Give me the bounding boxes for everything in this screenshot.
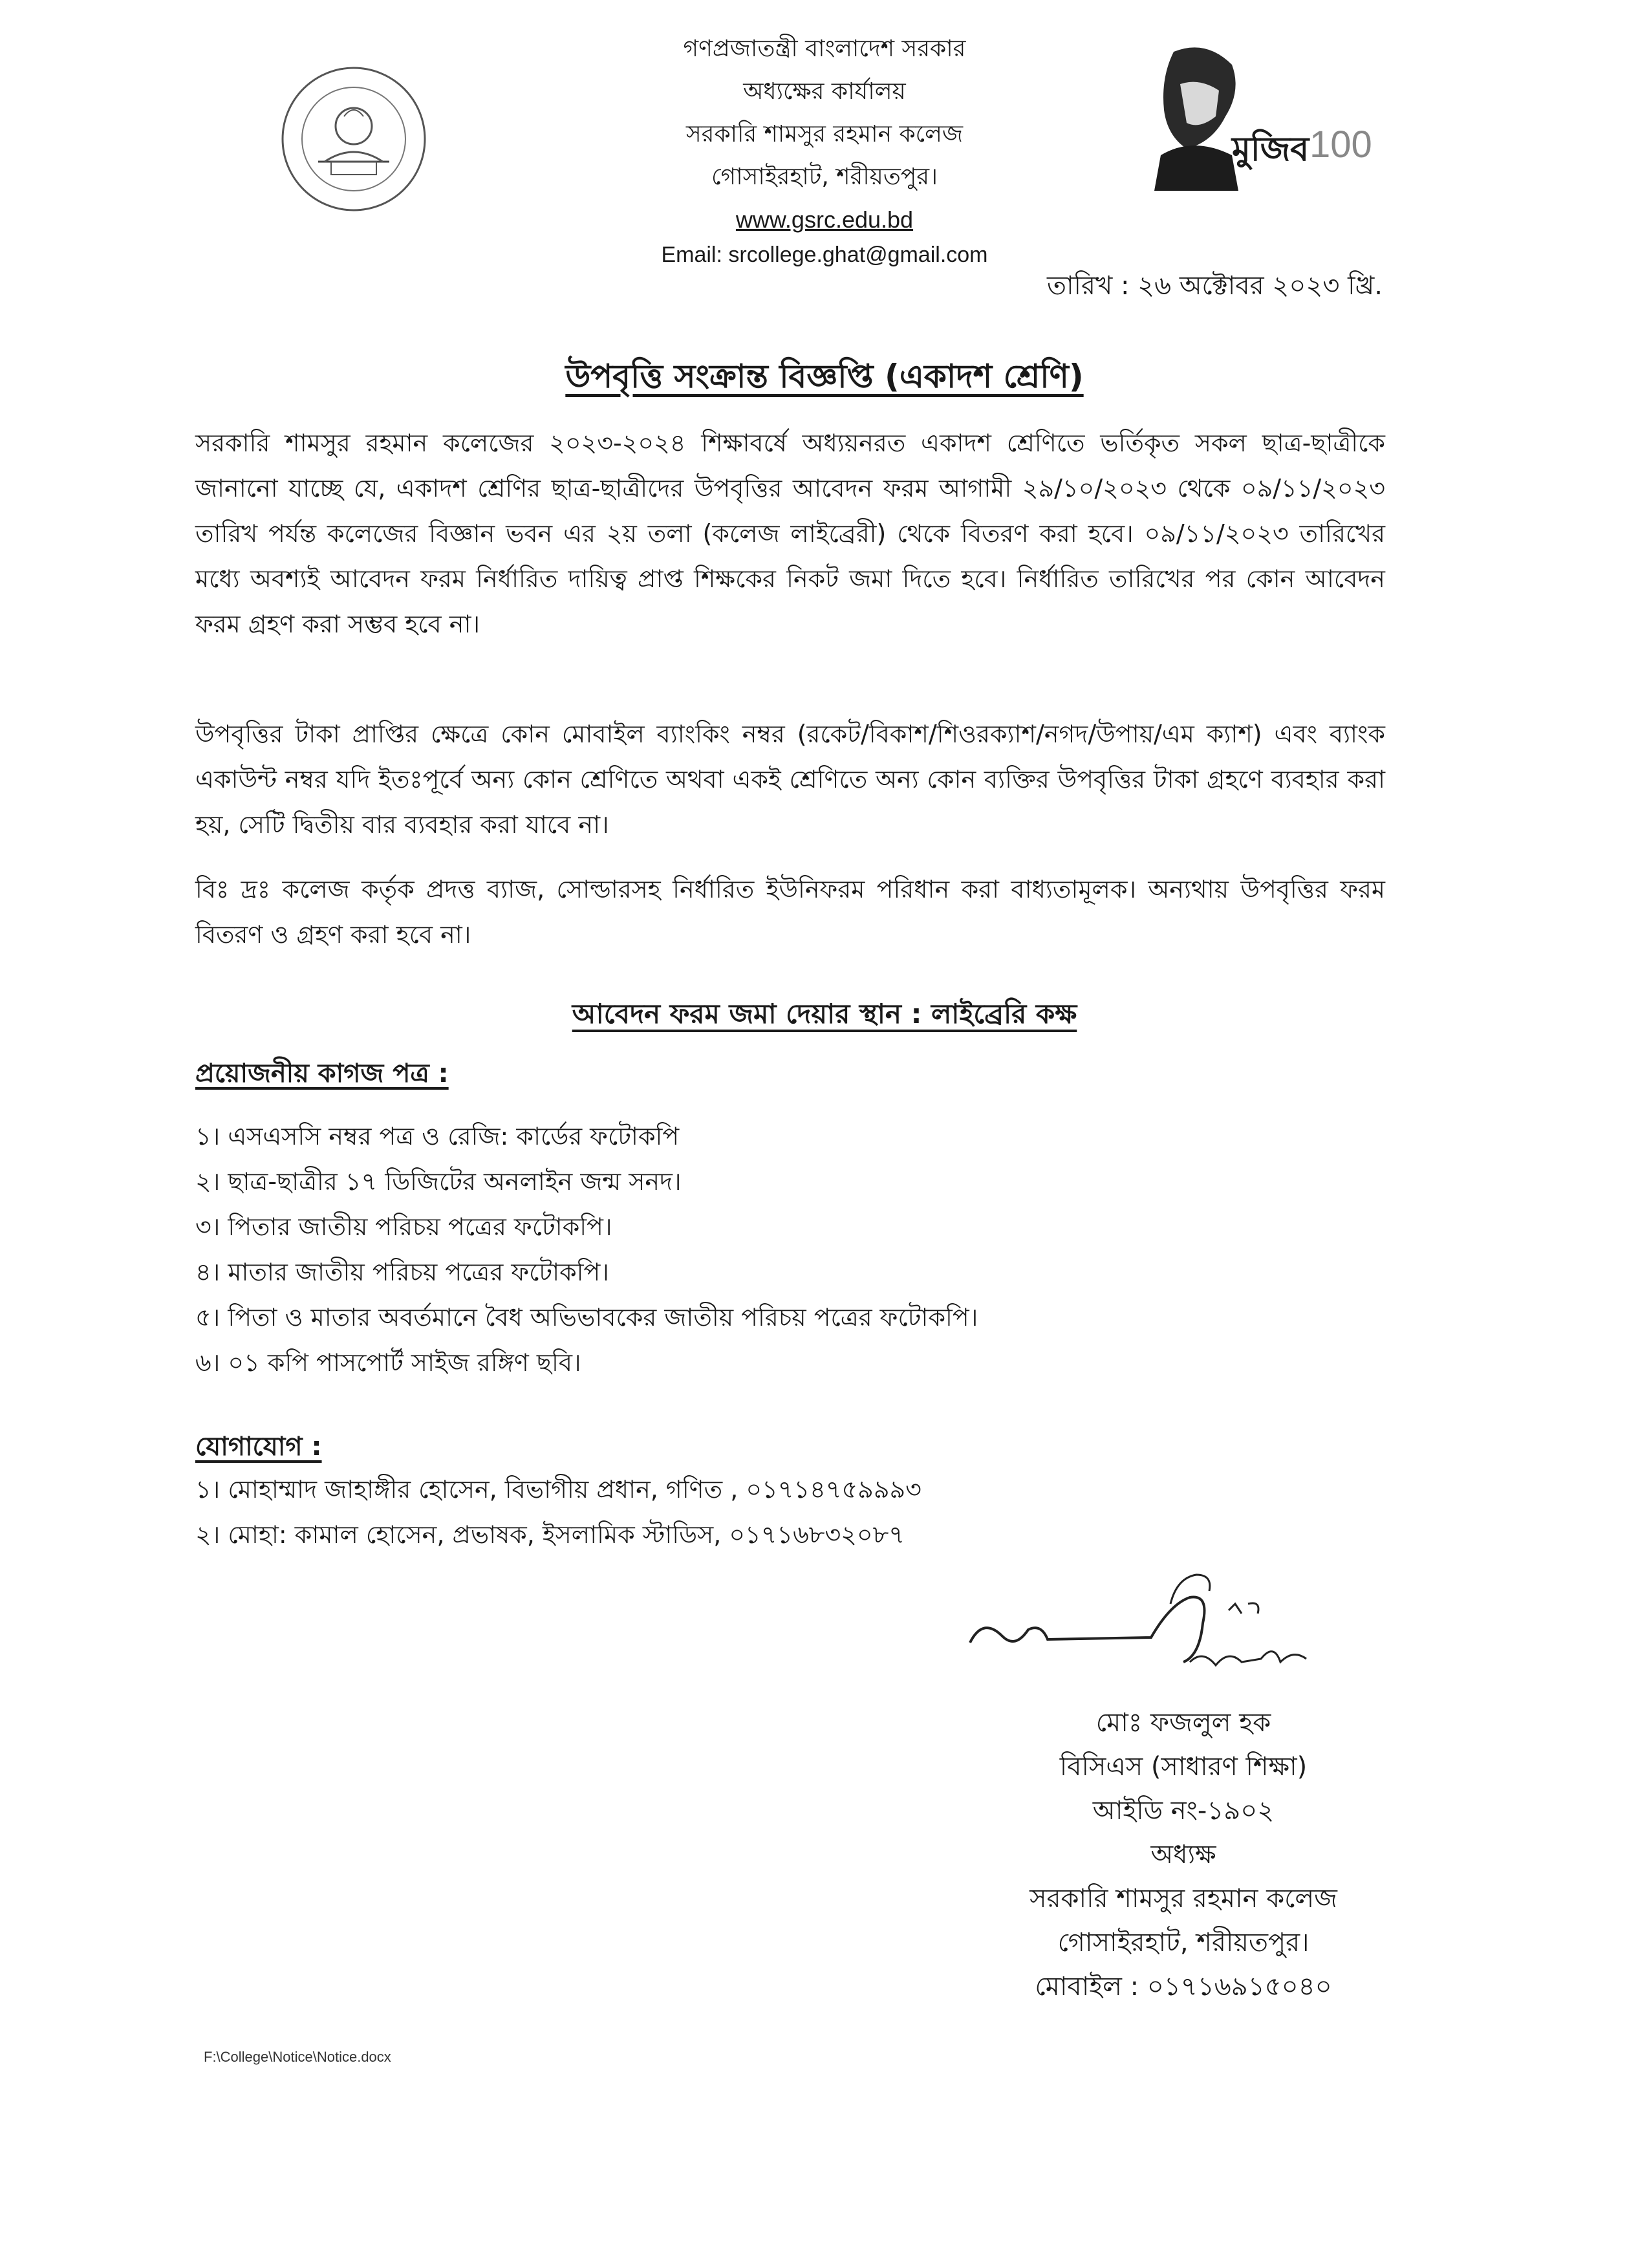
- documents-heading: প্রয়োজনীয় কাগজ পত্র :: [195, 1059, 449, 1088]
- contact-heading: যোগাযোগ :: [195, 1432, 322, 1462]
- submission-place: আবেদন ফরম জমা দেয়ার স্থান : লাইব্রেরি কক্ষ: [572, 998, 1077, 1030]
- signatory-college: সরকারি শামসুর রহমান কলেজ: [1029, 1884, 1337, 1914]
- signatory-name: মোঃ ফজলুল হক: [1095, 1708, 1271, 1738]
- paragraph-1: সরকারি শামসুর রহমান কলেজের ২০২৩-২০২৪ শিক্ষাবর্ষে অধ্যয়নরত একাদশ শ্রেণিতে ভর্তিকৃত সকল ছাত্র-ছাত্রীকে জানানো যাচ্ছে যে, একাদশ শ্রেণির ছাত্র-ছাত্রীদের উপবৃত্তির আবেদন ফরম আগামী ২৯/১০/২০২৩ থেকে ০৯/১১/২০২৩ তারিখ পর্যন্ত কলেজের বিজ্ঞান ভবন এর ২য় তলা (কলেজ লাইব্রেরী) থেকে বিতরণ করা হবে। ০৯/১১/২০২৩ তারিখের মধ্যে অবশ্যই আবেদন ফরম নির্ধারিত দায়িত্ব প্রাপ্ত শিক্ষকের নিকট জমা দিতে হবে। নির্ধারিত তারিখের পর কোন আবেদন ফরম গ্রহণ করা সম্ভব হবে না।: [195, 429, 1385, 638]
- file-path: F:\College\Notice\Notice.docx: [204, 2049, 391, 2065]
- mujib-100-logo: [1135, 39, 1374, 194]
- header-line-3: সরকারি শামসুর রহমান কলেজ: [685, 121, 964, 147]
- mujib-logo-text: মুজিব: [1232, 130, 1310, 169]
- signatory-cadre: বিসিএস (সাধারণ শিক্ষা): [1059, 1752, 1308, 1782]
- notice-date: তারিখ : ২৬ অক্টোবর ২০২৩ খ্রি.: [1046, 271, 1383, 301]
- header-line-4: গোসাইরহাট, শরীয়তপুর।: [711, 164, 938, 190]
- list-item: ৪। মাতার জাতীয় পরিচয় পত্রের ফটোকপি।: [195, 1258, 609, 1286]
- signatory-block: [957, 1701, 1410, 2009]
- handwritten-signature: [957, 1565, 1384, 1694]
- website-link[interactable]: www.gsrc.edu.bd: [735, 206, 914, 233]
- contact-list: [195, 1467, 921, 1557]
- list-item: ১। মোহাম্মাদ জাহাঙ্গীর হোসেন, বিভাগীয় প্রধান, গণিত , ০১৭১৪৭৫৯৯৯৩: [195, 1475, 921, 1504]
- signatory-mobile: মোবাইল : ০১৭১৬৯১৫০৪০: [1035, 1972, 1332, 2002]
- list-item: ৬। ০১ কপি পাসপোর্ট সাইজ রঙ্গিণ ছবি।: [195, 1348, 581, 1377]
- paragraph-3-note: বিঃ দ্রঃ কলেজ কর্তৃক প্রদত্ত ব্যাজ, সোল্ডারসহ নির্ধারিত ইউনিফরম পরিধান করা বাধ্যতামূলক। অন্যথায় উপবৃত্তির ফরম বিতরণ ও গ্রহণ করা হবে না।: [195, 875, 1385, 949]
- signatory-designation: অধ্যক্ষ: [1150, 1840, 1216, 1870]
- header-line-1: গণপ্রজাতন্ত্রী বাংলাদেশ সরকার: [683, 36, 966, 62]
- email-address[interactable]: Email: srcollege.ghat@gmail.com: [661, 243, 988, 267]
- paragraph-2: উপবৃত্তির টাকা প্রাপ্তির ক্ষেত্রে কোন মোবাইল ব্যাংকিং নম্বর (রকেট/বিকাশ/শিওরক্যাশ/নগদ/উপায়/এম ক্যাশ) এবং ব্যাংক একাউন্ট নম্বর যদি ইতঃপূর্বে অন্য কোন শ্রেণিতে অথবা একই শ্রেণিতে অন্য কোন ব্যক্তির উপবৃত্তির টাকা গ্রহণে ব্যবহার করা হয়, সেটি দ্বিতীয় বার ব্যবহার করা যাবে না।: [195, 720, 1385, 839]
- list-item: ১। এসএসসি নম্বর পত্র ও রেজি: কার্ডের ফটোকপি: [195, 1122, 680, 1150]
- list-item: ৫। পিতা ও মাতার অবর্তমানে বৈধ অভিভাবকের জাতীয় পরিচয় পত্রের ফটোকপি।: [195, 1303, 978, 1332]
- signatory-location: গোসাইরহাট, শরীয়তপুর।: [1057, 1928, 1310, 1958]
- list-item: ২। ছাত্র-ছাত্রীর ১৭ ডিজিটের অনলাইন জন্ম সনদ।: [195, 1167, 682, 1196]
- list-item: ৩। পিতার জাতীয় পরিচয় পত্রের ফটোকপি।: [195, 1213, 612, 1241]
- documents-list: [195, 1114, 978, 1385]
- header-line-2: অধ্যক্ষের কার্যালয়: [743, 78, 906, 105]
- notice-title: উপবৃত্তি সংক্রান্ত বিজ্ঞপ্তি (একাদশ শ্রেণি): [565, 358, 1084, 395]
- mujib-logo-number: 100: [1310, 124, 1372, 166]
- list-item: ২। মোহা: কামাল হোসেন, প্রভাষক, ইসলামিক স্টাডিস, ০১৭১৬৮৩২০৮৭: [195, 1520, 905, 1549]
- signatory-id: আইডি নং-১৯০২: [1092, 1796, 1275, 1826]
